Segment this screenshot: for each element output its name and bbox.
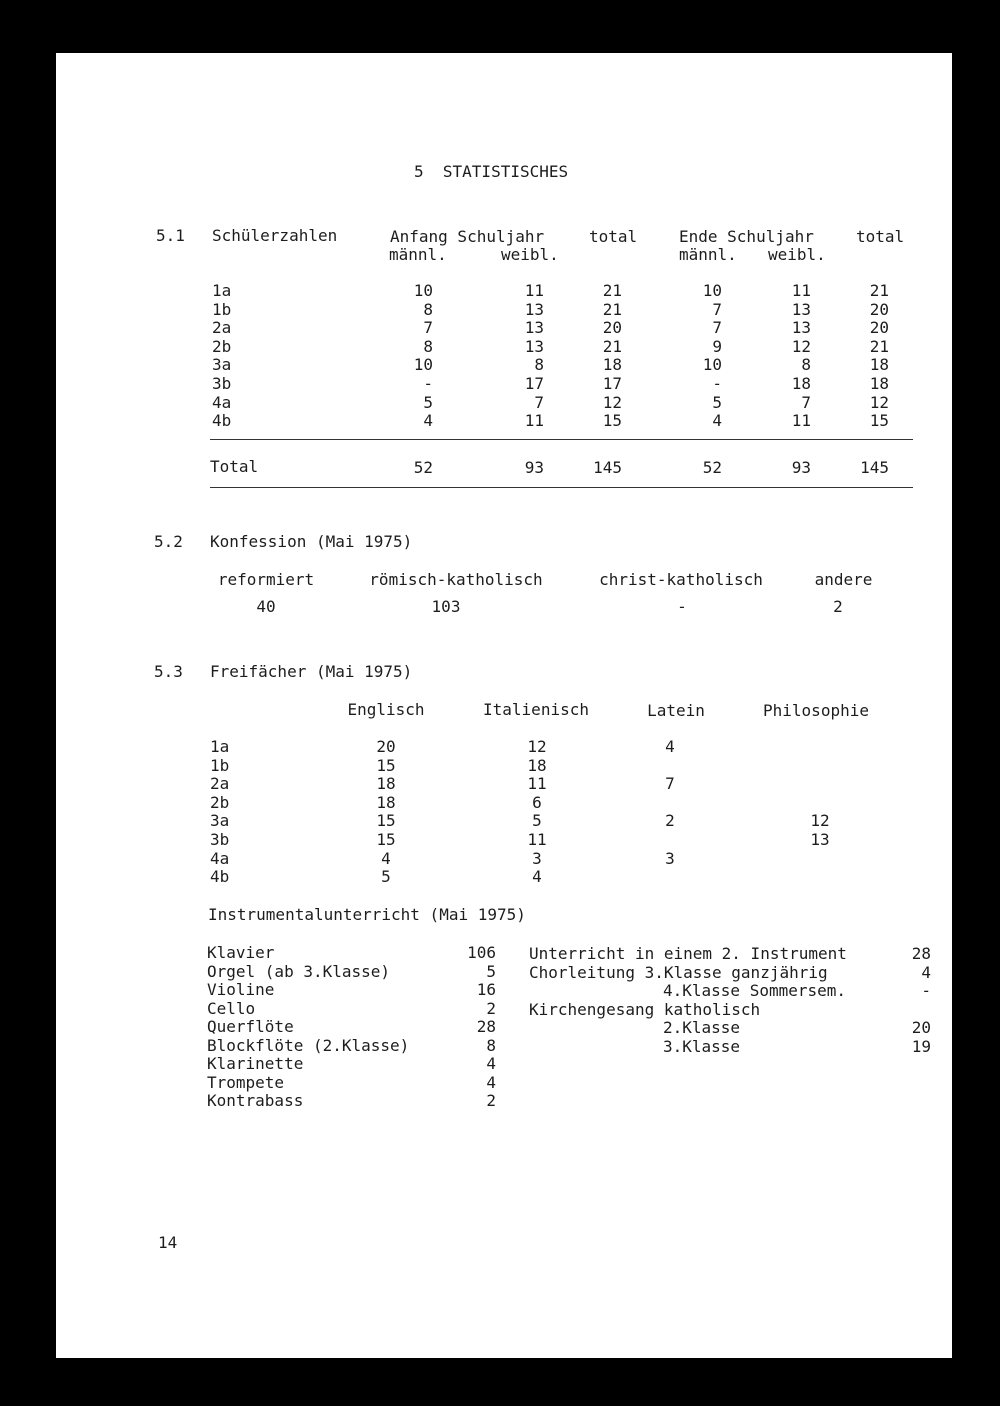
header-anfang-schuljahr: Anfang Schuljahr (390, 227, 545, 246)
row-class-label: 4b (210, 867, 230, 887)
cell-latein: 4 (665, 737, 675, 756)
cell-ende-total: 21 (869, 281, 889, 300)
other-label: Kirchengesang katholisch (529, 999, 761, 1019)
row-class-label: 2a (210, 774, 230, 794)
row-class-label: 2b (212, 336, 232, 356)
cell-englisch: 15 (376, 755, 396, 775)
freifach-header-philosophie: Philosophie (763, 701, 869, 720)
cell-latein: 2 (665, 811, 675, 831)
other-label: Chorleitung 3.Klasse ganzjährig (529, 962, 828, 982)
cell-philosophie: 12 (810, 811, 830, 831)
other-label: 4.Klasse Sommersem. (663, 981, 847, 1000)
instrument-count: 28 (476, 1017, 496, 1036)
instrument-name: Klarinette (207, 1054, 304, 1073)
cell-ende-maennl: 5 (712, 392, 722, 412)
cell-italienisch: 5 (532, 811, 542, 831)
cell-ende-weibl: 13 (791, 318, 811, 338)
row-class-label: 4a (212, 392, 232, 412)
table-rule-top (210, 439, 913, 440)
konfession-value-roemisch-katholisch: 103 (431, 597, 461, 616)
cell-anfang-weibl: 13 (524, 336, 544, 356)
instrumental-title: Instrumentalunterricht (Mai 1975) (208, 905, 526, 924)
cell-anfang-weibl: 11 (524, 411, 544, 431)
cell-anfang-maennl: 10 (413, 355, 433, 375)
section-title-5-1: Schülerzahlen (212, 226, 338, 245)
cell-anfang-maennl: 10 (413, 281, 433, 300)
instrument-count: 8 (486, 1035, 496, 1055)
cell-italienisch: 12 (527, 737, 547, 756)
cell-englisch: 20 (376, 737, 396, 756)
subheader-weibl-ende: weibl. (768, 245, 826, 264)
instrument-count: 4 (486, 1054, 496, 1073)
cell-anfang-total: 21 (602, 336, 622, 356)
other-value: 28 (911, 944, 931, 963)
header-total-ende: total (856, 227, 905, 246)
cell-anfang-total: 21 (602, 299, 622, 319)
instrument-name: Querflöte (207, 1017, 294, 1036)
other-value: - (921, 981, 931, 1000)
cell-anfang-total: 12 (602, 392, 622, 412)
konfession-label-christ-katholisch: christ-katholisch (599, 570, 763, 589)
cell-anfang-maennl: 8 (423, 299, 433, 319)
instrument-name: Kontrabass (207, 1091, 304, 1110)
instrument-count: 5 (486, 961, 496, 981)
row-class-label: 2b (210, 792, 230, 812)
cell-anfang-total: 15 (602, 411, 622, 431)
cell-latein: 3 (665, 848, 675, 868)
cell-latein: 7 (665, 774, 675, 794)
page-heading: 5 STATISTISCHES (414, 162, 569, 181)
instrument-name: Violine (207, 980, 275, 999)
cell-ende-total: 18 (869, 355, 889, 375)
cell-anfang-maennl: - (423, 374, 433, 393)
other-label: 2.Klasse (663, 1018, 741, 1037)
other-value: 20 (911, 1018, 931, 1037)
cell-ende-maennl: 10 (702, 355, 722, 375)
cell-ende-total: 18 (869, 374, 889, 393)
konfession-label-andere: andere (814, 570, 873, 589)
cell-italienisch: 11 (527, 830, 547, 849)
cell-ende-weibl: 18 (791, 374, 811, 393)
cell-anfang-weibl: 17 (524, 374, 544, 393)
cell-englisch: 18 (376, 774, 396, 794)
cell-anfang-maennl: 8 (423, 336, 433, 356)
total-anfang-maennl: 52 (413, 458, 433, 477)
instrument-count: 2 (486, 998, 496, 1018)
cell-ende-total: 21 (869, 336, 889, 356)
cell-anfang-weibl: 11 (524, 281, 544, 300)
cell-ende-total: 20 (869, 318, 889, 338)
section-number-5-1: 5.1 (156, 226, 185, 245)
page-number: 14 (158, 1233, 178, 1252)
total-ende-maennl: 52 (702, 458, 722, 477)
row-class-label: 1a (212, 281, 232, 300)
instrument-name: Orgel (ab 3.Klasse) (207, 961, 391, 981)
other-value: 19 (911, 1036, 931, 1056)
total-anfang-weibl: 93 (524, 458, 544, 477)
cell-ende-total: 12 (869, 392, 889, 412)
row-class-label: 4a (210, 848, 230, 868)
cell-anfang-weibl: 7 (534, 392, 544, 412)
header-ende-schuljahr: Ende Schuljahr (679, 227, 814, 246)
document-page (56, 53, 952, 1358)
cell-ende-weibl: 13 (791, 299, 811, 319)
cell-ende-maennl: 4 (712, 411, 722, 431)
cell-italienisch: 18 (527, 755, 547, 775)
section-title-5-2: Konfession (Mai 1975) (210, 532, 413, 551)
row-class-label: 2a (212, 318, 232, 338)
cell-anfang-total: 17 (602, 374, 622, 393)
konfession-value-reformiert: 40 (256, 597, 276, 616)
other-label: Unterricht in einem 2. Instrument (529, 944, 847, 963)
konfession-label-roemisch-katholisch: römisch-katholisch (369, 570, 543, 589)
cell-italienisch: 11 (527, 774, 547, 794)
cell-anfang-total: 20 (602, 318, 622, 338)
row-class-label: 1a (210, 737, 230, 756)
cell-ende-weibl: 11 (791, 411, 811, 431)
section-number-5-3: 5.3 (154, 662, 183, 681)
konfession-label-reformiert: reformiert (217, 570, 315, 589)
cell-ende-weibl: 8 (801, 355, 811, 375)
row-class-label: 4b (212, 411, 232, 431)
cell-ende-weibl: 11 (791, 281, 811, 300)
section-number-5-2: 5.2 (154, 532, 183, 551)
total-row-label: Total (210, 457, 259, 476)
other-label: 3.Klasse (663, 1036, 741, 1056)
cell-ende-weibl: 12 (791, 336, 811, 356)
cell-anfang-weibl: 13 (524, 299, 544, 319)
cell-italienisch: 3 (532, 848, 542, 868)
instrument-count: 4 (486, 1072, 496, 1092)
cell-italienisch: 6 (532, 792, 542, 812)
cell-anfang-maennl: 4 (423, 411, 433, 431)
row-class-label: 1b (212, 299, 232, 319)
instrument-name: Cello (207, 998, 256, 1018)
instrument-count: 16 (476, 980, 496, 999)
cell-englisch: 18 (376, 792, 396, 812)
instrument-count: 2 (486, 1091, 496, 1110)
cell-ende-maennl: 10 (702, 281, 722, 300)
subheader-weibl-anfang: weibl. (501, 245, 559, 264)
cell-englisch: 5 (381, 867, 391, 887)
freifach-header-englisch: Englisch (347, 700, 425, 719)
row-class-label: 3a (212, 355, 232, 375)
total-ende-weibl: 93 (791, 458, 811, 477)
instrument-count: 106 (467, 943, 496, 962)
cell-ende-maennl: 9 (712, 336, 722, 356)
cell-englisch: 15 (376, 811, 396, 831)
section-title-5-3: Freifächer (Mai 1975) (210, 662, 413, 681)
cell-anfang-total: 18 (602, 355, 622, 375)
instrument-name: Klavier (207, 943, 275, 962)
cell-anfang-weibl: 8 (534, 355, 544, 375)
cell-ende-weibl: 7 (801, 392, 811, 412)
cell-ende-total: 20 (869, 299, 889, 319)
cell-ende-maennl: 7 (712, 318, 722, 338)
instrument-name: Blockflöte (2.Klasse) (207, 1035, 410, 1055)
subheader-maennl-anfang: männl. (389, 245, 447, 264)
total-anfang-total: 145 (593, 458, 622, 477)
total-ende-total: 145 (860, 458, 889, 477)
cell-anfang-total: 21 (602, 281, 622, 300)
freifach-header-latein: Latein (647, 701, 705, 720)
subheader-maennl-ende: männl. (679, 245, 737, 264)
row-class-label: 3b (210, 830, 230, 849)
cell-englisch: 4 (381, 848, 391, 868)
konfession-value-christ-katholisch: - (677, 597, 687, 616)
table-rule-bottom (210, 487, 913, 488)
instrument-name: Trompete (207, 1072, 285, 1092)
cell-anfang-maennl: 5 (423, 392, 433, 412)
other-value: 4 (921, 962, 931, 982)
cell-philosophie: 13 (810, 830, 830, 849)
cell-ende-maennl: 7 (712, 299, 722, 319)
konfession-value-andere: 2 (833, 597, 843, 616)
cell-ende-maennl: - (712, 374, 722, 393)
cell-ende-total: 15 (869, 411, 889, 431)
row-class-label: 3b (212, 374, 232, 393)
row-class-label: 1b (210, 755, 230, 775)
cell-italienisch: 4 (532, 867, 542, 887)
cell-anfang-maennl: 7 (423, 318, 433, 338)
freifach-header-italienisch: Italienisch (483, 700, 589, 719)
cell-englisch: 15 (376, 830, 396, 849)
header-total-anfang: total (589, 227, 638, 246)
row-class-label: 3a (210, 811, 230, 831)
cell-anfang-weibl: 13 (524, 318, 544, 338)
